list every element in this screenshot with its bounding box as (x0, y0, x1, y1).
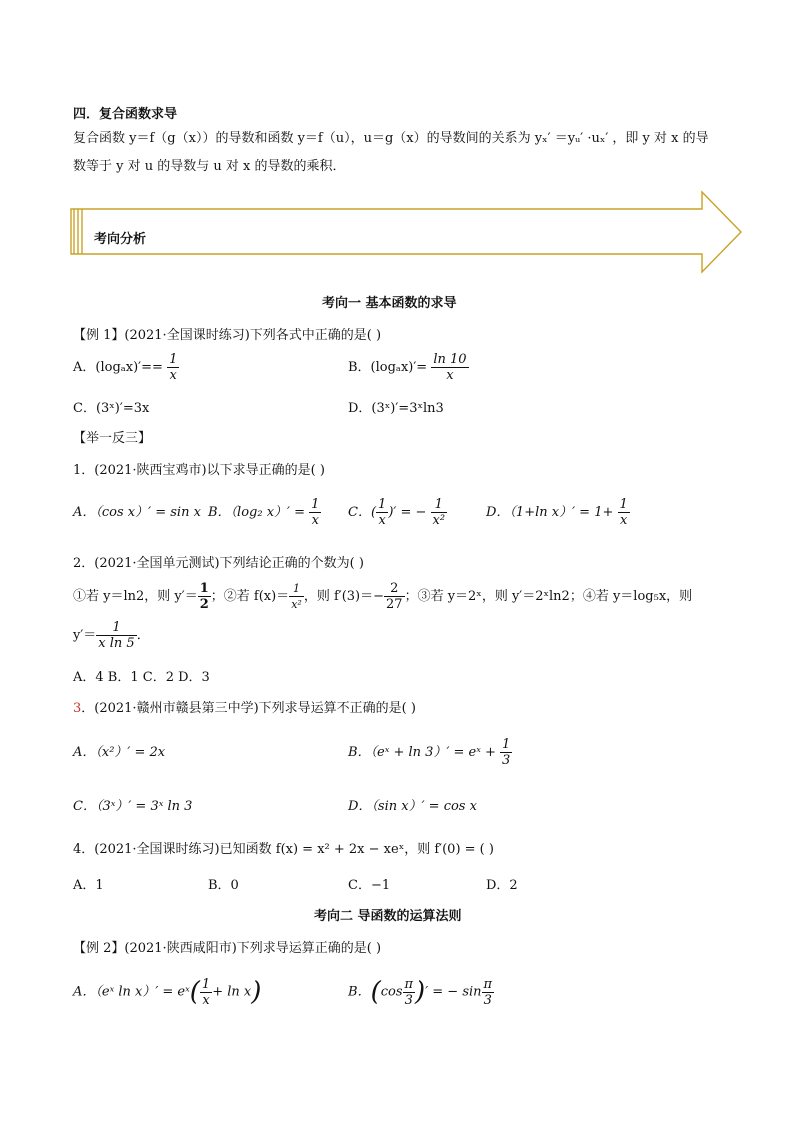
banner-label: 考向分析 (94, 232, 147, 247)
topic2-title: 考向二 导函数的运算法则 (314, 909, 462, 924)
q2-options: A．4 B．1 C．2 D．3 (73, 670, 210, 685)
q2-statements: ①若 y＝ln2，则 y′＝ $\frac{1}{2}$ ；②若 f(x)＝ $\frac{1}{\text{x²}}$ ，则 f′(3)＝− $\frac{2}{27}$ ；③若 y＝2ˣ，则 y′＝2ˣln2；④若 y＝log₅x，则 (73, 581, 693, 612)
example2-option-b: B．(cos $\frac{\pi}{3}$ )′ = − sin $\frac{\pi}{3}$ (348, 976, 493, 1008)
banner-arrow (68, 188, 746, 276)
q4-option-a: A．1 (73, 878, 104, 893)
q3-option-b: B．（eˣ + ln 3）′ = eˣ + $\frac{1}{3}$ (348, 737, 511, 768)
example1-option-b: B．(logₐx)′= $\frac{\ln 10}{x}$ (348, 352, 467, 383)
example1-stem: 【例 1】(2021·全国课时练习)下列各式中正确的是( ) (73, 328, 382, 343)
q3-option-d: D．（sin x）′ = cos x (348, 799, 477, 814)
practice-label: 【举一反三】 (73, 431, 152, 446)
topic1-title: 考向一 基本函数的求导 (322, 296, 457, 311)
q4-option-c: C．−1 (348, 878, 391, 893)
q1-option-c: C．( $\frac{1}{x}$ )′ = − $\frac{1}{\text{x²}}$ (348, 497, 446, 528)
q2-statement-continued: y′＝ $\frac{1}{\text{x ln 5}}$ ． (73, 620, 150, 651)
q1-option-a: A．（cos x）′ = sin x (73, 505, 201, 520)
q3-option-c: C．（3ˣ）′ = 3ˣ ln 3 (73, 799, 193, 814)
example1-option-a: A．(logₐx)′== $\frac{1}{x}$ (73, 352, 178, 383)
q4-stem: 4．(2021·全国课时练习)已知函数 f(x) = x² + 2x − xeˣ，则 f′(0) = ( ) (73, 842, 494, 857)
example1-option-c: C．(3ˣ)′=3x (73, 401, 150, 416)
example1-option-d: D．(3ˣ)′=3ˣln3 (348, 401, 444, 416)
q1-option-d: D．（1+ln x）′ = 1+ $\frac{1}{x}$ (486, 497, 628, 528)
section-paragraph-line1: 复合函数 y＝f（g（x））的导数和函数 y＝f（u），u＝g（x）的导数间的关系为 yₓ′ ＝yᵤ′ ·uₓ′ ，即 y 对 x 的导 (73, 131, 709, 146)
example2-stem: 【例 2】(2021·陕西咸阳市)下列求导运算正确的是( ) (73, 941, 382, 956)
example2-option-a: A．（eˣ ln x）′ = eˣ( $\frac{1}{x}$ + ln x) (73, 976, 262, 1008)
q1-stem: 1．(2021·陕西宝鸡市)以下求导正确的是( ) (73, 463, 325, 478)
q1-option-b: B．（log₂ x）′ = $\frac{1}{x}$ (208, 497, 320, 528)
q4-option-b: B．0 (208, 878, 239, 893)
section-paragraph-line2: 数等于 y 对 u 的导数与 u 对 x 的导数的乘积． (73, 159, 346, 174)
q4-option-d: D．2 (486, 878, 518, 893)
q2-stem: 2．(2021·全国单元测试)下列结论正确的个数为( ) (73, 556, 364, 571)
q3-option-a: A．（x²）′ = 2x (73, 745, 166, 760)
section-heading: 四．复合函数求导 (73, 107, 178, 122)
q3-stem: 3．(2021·赣州市赣县第三中学)下列求导运算不正确的是( ) (73, 701, 416, 716)
